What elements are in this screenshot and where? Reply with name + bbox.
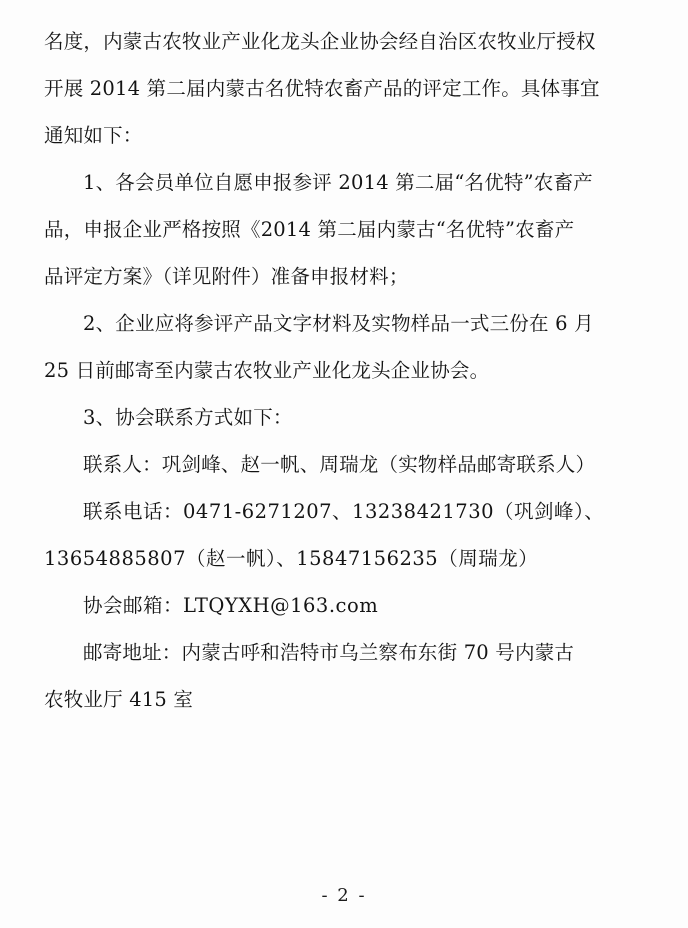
paragraph-line-15: 农牧业厅 415 室 [44, 688, 194, 711]
paragraph-line-11: 联系电话：0471-6271207、13238421730（巩剑峰）、 [83, 500, 605, 523]
paragraph-line-6: 品评定方案》（详见附件）准备申报材料； [44, 265, 409, 288]
paragraph-line-4: 1、各会员单位自愿申报参评 2014 第二届“名优特”农畜产 [83, 171, 593, 194]
paragraph-line-2: 开展 2014 第二届内蒙古名优特农畜产品的评定工作。具体事宜 [44, 77, 600, 100]
paragraph-line-14: 邮寄地址：内蒙古呼和浩特市乌兰察布东街 70 号内蒙古 [83, 641, 575, 664]
paragraph-line-9: 3、协会联系方式如下： [83, 406, 293, 429]
paragraph-line-13: 协会邮箱：LTQYXH@163.com [83, 594, 379, 617]
paragraph-line-10: 联系人：巩剑峰、赵一帆、周瑞龙（实物样品邮寄联系人） [83, 453, 596, 476]
paragraph-line-8: 25 日前邮寄至内蒙古农牧业产业化龙头企业协会。 [44, 359, 490, 382]
paragraph-line-12: 13654885807（赵一帆）、15847156235（周瑞龙） [44, 547, 539, 570]
paragraph-line-7: 2、企业应将参评产品文字材料及实物样品一式三份在 6 月 [83, 312, 594, 335]
paragraph-line-1: 名度，内蒙古农牧业产业化龙头企业协会经自治区农牧业厅授权 [44, 30, 596, 53]
page-number: - 2 - [321, 885, 367, 906]
document-body [44, 18, 644, 723]
paragraph-line-5: 品，申报企业严格按照《2014 第二届内蒙古“名优特”农畜产 [44, 218, 575, 241]
paragraph-line-3: 通知如下： [44, 124, 143, 147]
